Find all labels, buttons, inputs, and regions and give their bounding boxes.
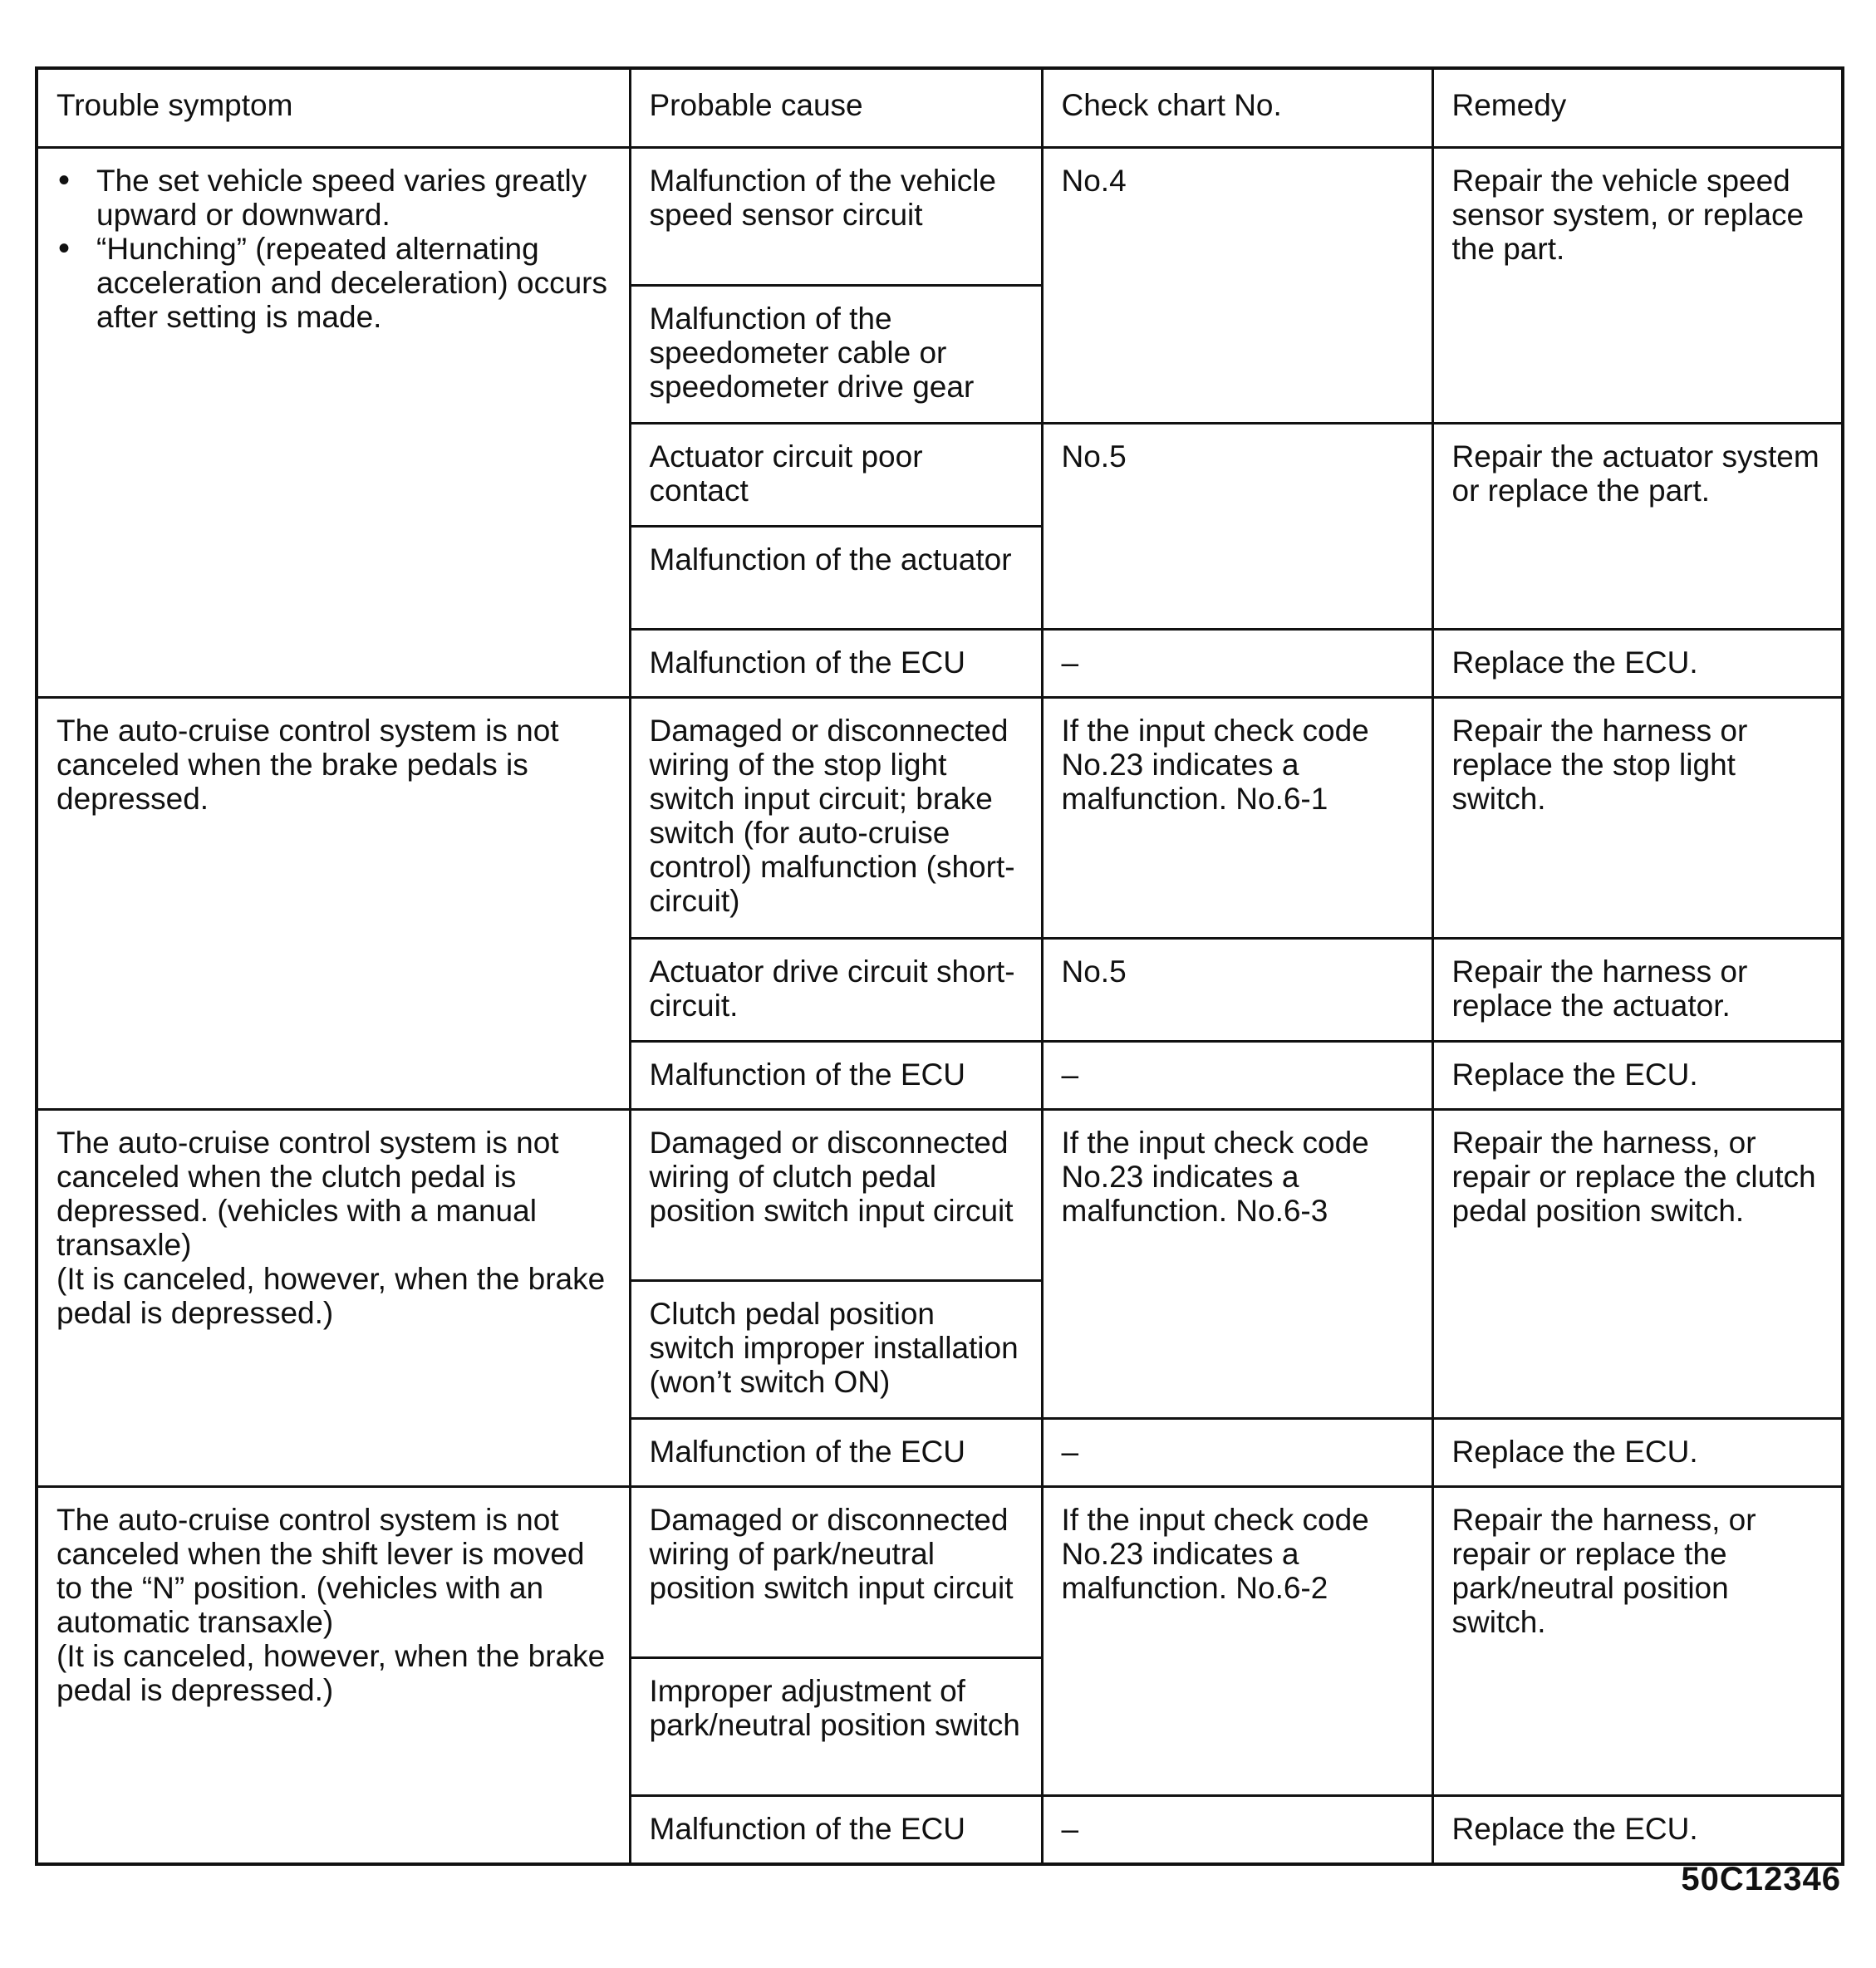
symptom-bullet: • The set vehicle speed varies greatly upward or downward. [96,164,611,232]
symptom-cell: The auto-cruise control system is not canceled when the clutch pedal is depressed. (vehicles with a manual transaxle) (It is canceled, however, when the brake pedal is depressed.) [37,1110,630,1487]
check-chart-cell: If the input check code No.23 indicates a malfunction. No.6-2 [1042,1487,1432,1796]
remedy-cell: Repair the harness, or repair or replace the park/neutral position switch. [1432,1487,1843,1796]
check-chart-cell: If the input check code No.23 indicates a malfunction. No.6-3 [1042,1110,1432,1419]
remedy-cell: Repair the actuator system or replace the part. [1432,424,1843,630]
symptom-bullet-list [56,164,611,334]
remedy-cell: Repair the vehicle speed sensor system, or replace the part. [1432,148,1843,424]
cause-cell: Damaged or disconnected wiring of park/neutral position switch input circuit [630,1487,1042,1658]
symptom-bullet: • “Hunching” (repeated alternating acceleration and deceleration) occurs after setting is made. [96,232,611,334]
check-chart-cell: – [1042,1796,1432,1864]
figure-code: 50C12346 [1681,1861,1841,1897]
check-chart-cell: No.5 [1042,424,1432,630]
table-row [37,148,1843,286]
symptom-cell: The auto-cruise control system is not canceled when the brake pedals is depressed. [37,698,630,1110]
remedy-cell: Replace the ECU. [1432,1042,1843,1110]
symptom-cell [37,148,630,698]
remedy-cell: Repair the harness or replace the actuator. [1432,939,1843,1042]
table-row [37,698,1843,939]
cause-cell: Malfunction of the ECU [630,1042,1042,1110]
remedy-cell: Repair the harness, or repair or replace the clutch pedal position switch. [1432,1110,1843,1419]
check-chart-cell: No.4 [1042,148,1432,424]
cause-cell: Malfunction of the ECU [630,1796,1042,1864]
table-row [37,1487,1843,1658]
header-row [37,68,1843,148]
table-row [37,1110,1843,1281]
check-chart-cell: No.5 [1042,939,1432,1042]
cause-cell: Malfunction of the vehicle speed sensor circuit [630,148,1042,286]
header-remedy: Remedy [1432,68,1843,148]
check-chart-cell: – [1042,630,1432,698]
symptom-cell: The auto-cruise control system is not canceled when the shift lever is moved to the “N” position. (vehicles with an automatic transaxle) (It is canceled, however, when the brake pedal is depressed.) [37,1487,630,1864]
cause-cell: Improper adjustment of park/neutral position switch [630,1658,1042,1796]
cause-cell: Malfunction of the ECU [630,630,1042,698]
cause-cell: Actuator circuit poor contact [630,424,1042,527]
remedy-cell: Replace the ECU. [1432,1796,1843,1864]
header-trouble-symptom: Trouble symptom [37,68,630,148]
header-check-chart: Check chart No. [1042,68,1432,148]
remedy-cell: Replace the ECU. [1432,630,1843,698]
cause-cell: Damaged or disconnected wiring of the stop light switch input circuit; brake switch (for auto-cruise control) malfunction (short-circuit) [630,698,1042,939]
cause-cell: Malfunction of the ECU [630,1419,1042,1487]
cause-cell: Clutch pedal position switch improper installation (won’t switch ON) [630,1281,1042,1419]
cause-cell: Malfunction of the speedometer cable or speedometer drive gear [630,286,1042,424]
cause-cell: Malfunction of the actuator [630,527,1042,630]
remedy-cell: Replace the ECU. [1432,1419,1843,1487]
cause-cell: Actuator drive circuit short-circuit. [630,939,1042,1042]
troubleshooting-table [35,66,1844,1866]
check-chart-cell: If the input check code No.23 indicates a malfunction. No.6-1 [1042,698,1432,939]
check-chart-cell: – [1042,1419,1432,1487]
remedy-cell: Repair the harness or replace the stop light switch. [1432,698,1843,939]
check-chart-cell: – [1042,1042,1432,1110]
cause-cell: Damaged or disconnected wiring of clutch pedal position switch input circuit [630,1110,1042,1281]
header-probable-cause: Probable cause [630,68,1042,148]
